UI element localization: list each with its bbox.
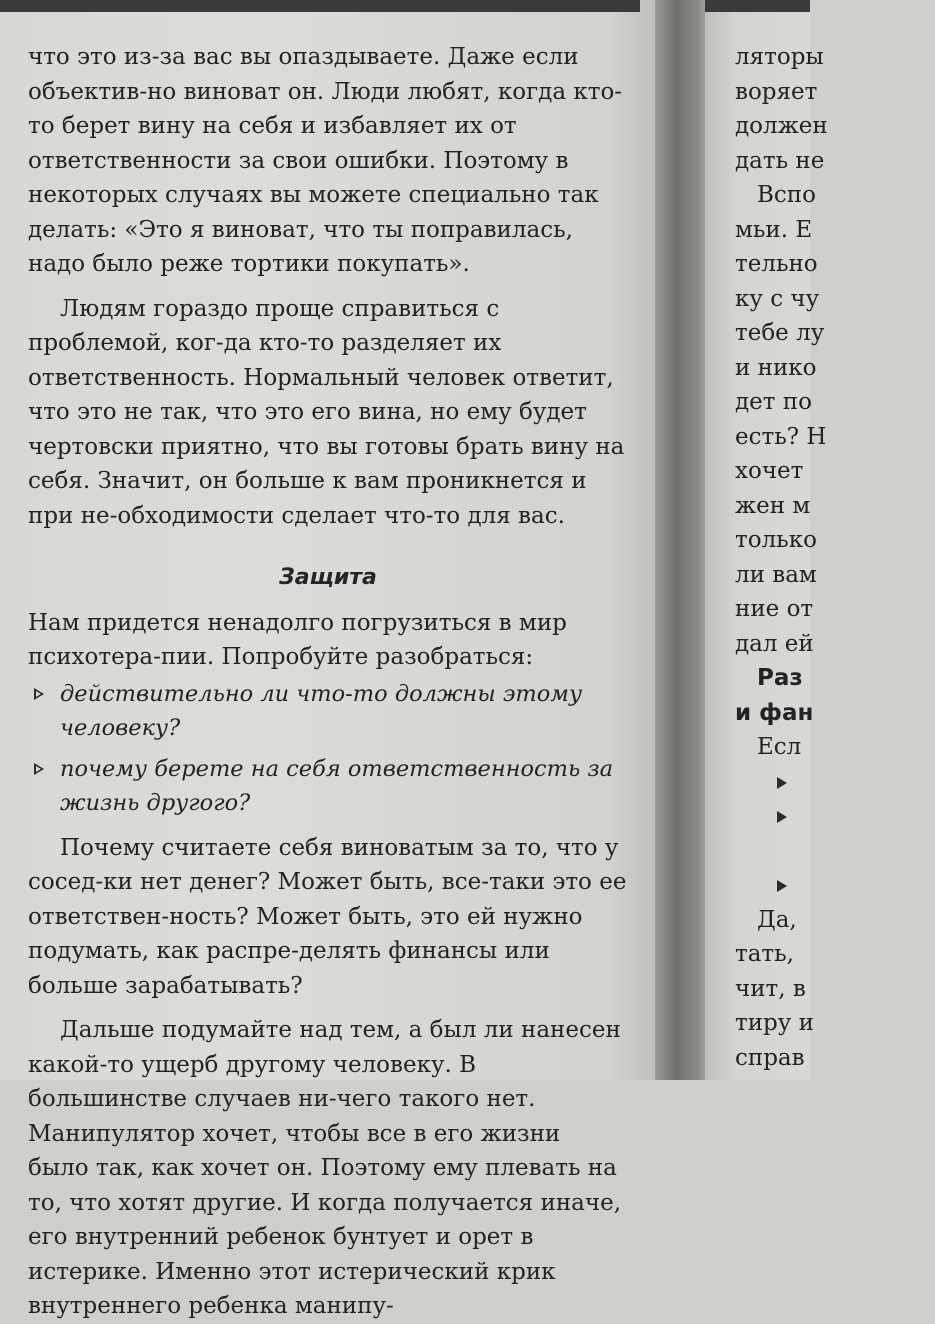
triangle-bullet-icon: [777, 777, 787, 789]
right-line: ку с чу: [735, 285, 820, 312]
paragraph-3: Почему считаете себя виноватым за то, что у сосед-ки нет денег? Может быть, все-таки это ее ответствен-ность? Может быть, это ей нужно подумать, как распре-делять финансы или больше зарабатывать?: [28, 834, 627, 999]
right-line: Вспо: [757, 182, 816, 208]
triangle-bullet-icon: [34, 688, 44, 700]
right-page: [705, 0, 828, 1080]
paragraph-2: Людям гораздо проще справиться с проблемой, ког-да кто-то разделяет их ответственность. Нормальный человек ответит, что это не так, что это его вина, но ему будет чертовски приятно, что вы готовы брать вину на себя. Значит, он больше к вам проникнется и при не-обходимости сделает что-то для вас.: [28, 295, 625, 529]
right-line: и нико: [735, 354, 817, 381]
right-line: ляторы: [735, 44, 824, 70]
bullet-list: [28, 677, 628, 821]
paragraph-4: Дальше подумайте над тем, а был ли нанесен какой-то ущерб другому человеку. В большинстве случаев ни-чего такого нет. Манипулятор хочет, чтобы все в его жизни было так, как хочет он. Поэтому ему плевать на то, что хотят другие. И когда получается иначе, его внутренний ребенок бунтует и орет в истерике. Именно этот истерический крик внутреннего ребенка манипу-: [28, 1017, 622, 1319]
right-bullet-line: [735, 765, 935, 800]
bullet-text: почему берете на себя ответственность за жизнь другого?: [60, 755, 614, 816]
right-line: должен: [735, 113, 828, 139]
right-line: воряет: [735, 78, 818, 105]
left-text-column: [28, 40, 628, 1324]
right-line: ли вам: [735, 561, 817, 588]
right-line: тельно: [735, 251, 818, 277]
right-bullet-line: [735, 799, 935, 834]
right-line: Да,: [757, 906, 797, 933]
triangle-bullet-icon: [34, 763, 44, 775]
right-line: тебе лу: [735, 320, 825, 346]
right-line: тиру и: [735, 1010, 814, 1036]
page-header-bar-right: [705, 0, 810, 12]
right-line: чит, в: [735, 975, 806, 1002]
triangle-bullet-icon: [777, 811, 787, 823]
bullet-item: [28, 752, 628, 821]
section-heading: Защита: [279, 565, 377, 590]
right-line: дать не: [735, 147, 825, 174]
right-bullet-line: [735, 868, 935, 903]
right-line: только: [735, 527, 817, 553]
intro-paragraph: Нам придется ненадолго погрузиться в мир психотера-пии. Попробуйте разобраться:: [28, 609, 567, 670]
right-blank-line: [735, 834, 935, 869]
bullet-text: действительно ли что-то должны этому человеку?: [60, 680, 583, 741]
bullet-item: [28, 677, 628, 746]
right-line: Есл: [757, 734, 802, 760]
right-line: ние от: [735, 596, 814, 622]
right-line: жен м: [735, 492, 811, 519]
right-line: справ: [735, 1044, 805, 1071]
page-header-bar: [0, 0, 640, 12]
right-line: тать,: [735, 941, 794, 967]
right-line: мьи. Е: [735, 216, 813, 243]
triangle-bullet-icon: [777, 880, 787, 892]
right-heading-line: Раз: [757, 665, 803, 691]
paragraph-1: что это из-за вас вы опаздываете. Даже если объектив-но виноват он. Люди любят, когда кто-то берет вину на себя и избавляет их от ответственности за свои ошибки. Поэтому в некоторых случаях вы можете специально так делать: «Это я виноват, что ты поправилась, надо было реже тортики покупать».: [28, 44, 623, 277]
right-line: дет по: [735, 389, 812, 415]
right-text-column: [735, 40, 935, 1075]
right-heading-line: и фан: [735, 699, 814, 726]
right-line: есть? Н: [735, 423, 827, 450]
right-line: дал ей: [735, 630, 814, 657]
right-line: хочет: [735, 458, 804, 484]
